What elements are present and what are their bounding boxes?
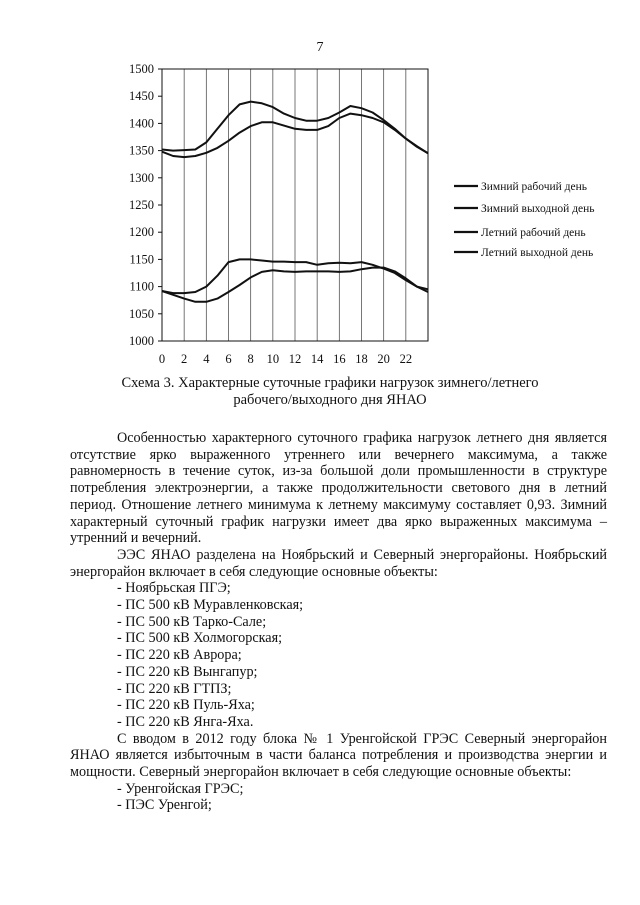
y-tick-label: 1350 (129, 143, 154, 158)
x-tick-label: 20 (377, 352, 390, 366)
x-tick-label: 16 (333, 352, 346, 366)
paragraph: Особенностью характерного суточного графика нагрузок летнего дня является отсутствие ярко выраженного утреннего или вечернего максимума, а также равномерность в течение суток, из-за большой доли промышленности в структуре потребления электроэнергии, а также продолжительности светового дня в летний период. Отношение летнего минимума к летнему максимуму составляет 0,93. Зимний характерный суточный график нагрузки имеет два ярко выраженных максимума – утренний и вечерний. (70, 430, 607, 547)
legend-label: Летний рабочий день (481, 227, 586, 239)
legend-label: Зимний выходной день (481, 203, 595, 215)
list-item: - ПС 220 кВ Вынгапур; (117, 663, 258, 680)
y-tick-label: 1450 (129, 89, 154, 104)
list-item: - ПС 220 кВ Пуль-Яха; (117, 697, 255, 714)
y-tick-label: 1150 (129, 252, 154, 267)
list-item: - ПС 500 кВ Муравленковская; (117, 597, 304, 614)
list-item: - ПС 500 кВ Холмогорская; (117, 630, 283, 647)
list-item: - ПС 220 кВ Аврора; (117, 647, 242, 664)
x-tick-label: 22 (399, 352, 413, 366)
y-tick-label: 1100 (129, 279, 154, 294)
body-text (70, 430, 607, 814)
y-tick-label: 1250 (129, 198, 154, 212)
y-tick-label: 1400 (129, 116, 154, 131)
page-number: 7 (316, 40, 324, 55)
list-item: - Уренгойская ГРЭС; (117, 780, 244, 797)
noyabrsk-objects-list (70, 580, 607, 730)
paragraph: ЭЭС ЯНАО разделена на Ноябрьский и Северный энергорайоны. Ноябрьский энергорайон включает в себя следующие основные объекты: (70, 546, 607, 580)
x-tick-label: 18 (355, 352, 368, 366)
legend-label: Зимний рабочий день (481, 181, 588, 193)
y-tick-label: 1000 (129, 334, 154, 348)
x-tick-label: 6 (225, 352, 232, 366)
x-tick-label: 4 (203, 352, 210, 366)
y-tick-label: 1300 (129, 170, 154, 185)
x-tick-label: 10 (266, 352, 280, 366)
paragraph: С вводом в 2012 году блока № 1 Уренгойской ГРЭС Северный энергорайон ЯНАО является избыточным в части баланса потребления и производства энергии и мощности. Северный энергорайон включает в себя следующие основные объекты: (70, 730, 607, 781)
legend-label: Летний выходной день (481, 247, 594, 259)
y-tick-label: 1500 (129, 62, 154, 76)
x-tick-label: 8 (247, 352, 254, 366)
list-item: - ПС 500 кВ Тарко-Сале; (117, 613, 267, 630)
x-tick-label: 2 (181, 352, 188, 366)
list-item: - ПС 220 кВ ГТПЗ; (117, 680, 232, 697)
caption-line-1: Схема 3. Характерные суточные графики нагрузок зимнего/летнего (121, 375, 539, 391)
north-objects-list (70, 781, 607, 814)
list-item: - Ноябрьская ПГЭ; (117, 580, 231, 597)
x-tick-label: 0 (158, 352, 166, 366)
list-item: - ПЭС Уренгой; (117, 797, 212, 814)
figure-caption (80, 375, 580, 409)
list-item: - ПС 220 кВ Янга-Яха. (117, 713, 254, 730)
y-tick-label: 1050 (129, 306, 154, 321)
y-tick-label: 1200 (129, 225, 154, 240)
x-tick-label: 14 (310, 352, 324, 366)
caption-line-2: рабочего/выходного дня ЯНАО (233, 392, 427, 408)
x-tick-label: 12 (288, 352, 302, 366)
load-chart (0, 0, 640, 375)
